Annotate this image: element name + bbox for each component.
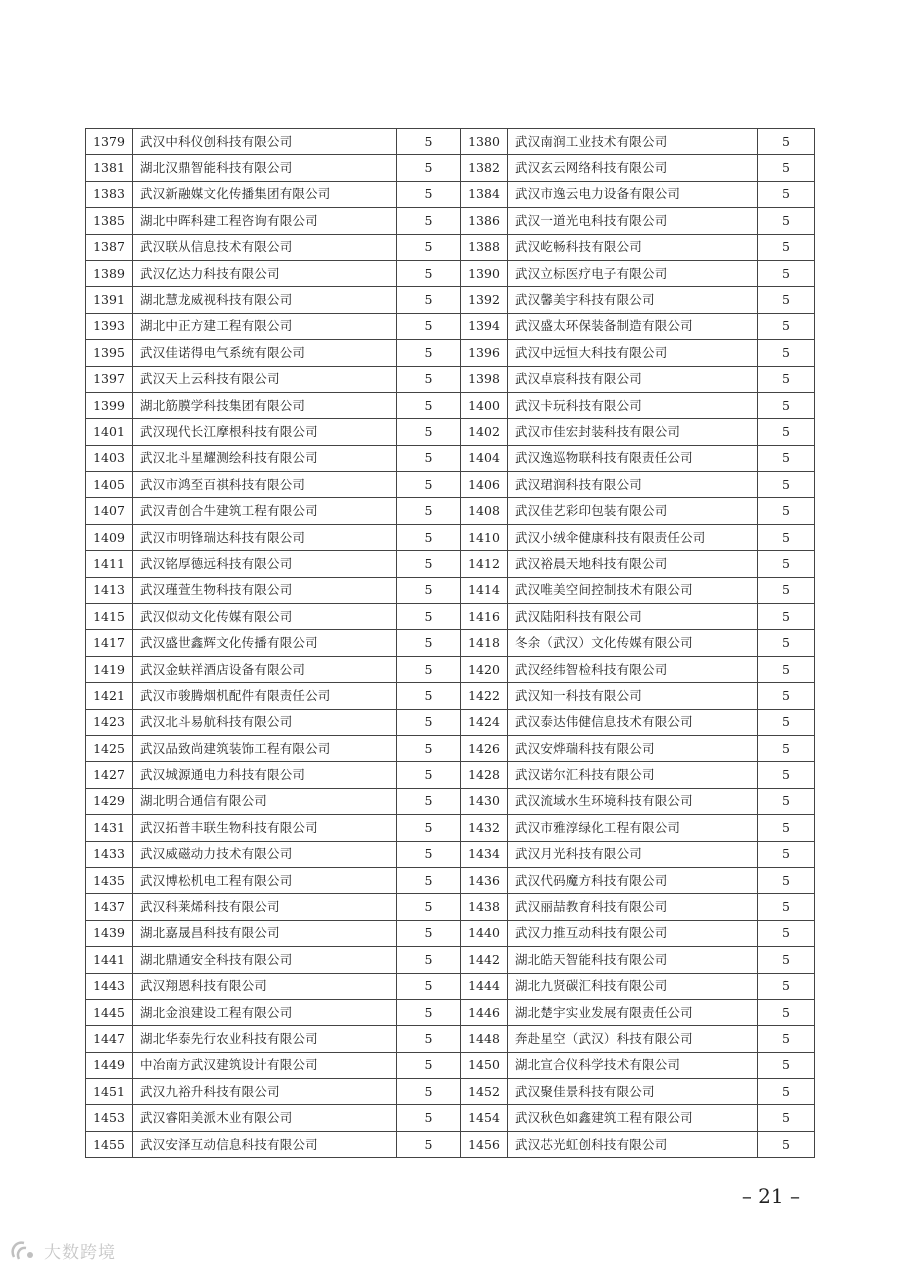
score: 5 (758, 815, 815, 841)
entry-number: 1451 (86, 1079, 133, 1105)
entry-number: 1386 (461, 208, 508, 234)
company-name: 武汉铭厚德远科技有限公司 (133, 551, 397, 577)
company-name: 武汉城源通电力科技有限公司 (133, 762, 397, 788)
entry-number: 1400 (461, 392, 508, 418)
score: 5 (758, 1105, 815, 1131)
entry-number: 1429 (86, 788, 133, 814)
entry-number: 1430 (461, 788, 508, 814)
entry-number: 1447 (86, 1026, 133, 1052)
entry-number: 1449 (86, 1052, 133, 1078)
entry-number: 1441 (86, 947, 133, 973)
entry-number: 1398 (461, 366, 508, 392)
entry-number: 1443 (86, 973, 133, 999)
watermark-text: 大数跨境 (44, 1243, 116, 1263)
score: 5 (758, 313, 815, 339)
company-name: 武汉九裕升科技有限公司 (133, 1079, 397, 1105)
score: 5 (397, 313, 461, 339)
company-name: 武汉北斗星耀测绘科技有限公司 (133, 445, 397, 471)
table-row (86, 366, 815, 392)
table-row (86, 577, 815, 603)
company-name: 武汉博松机电工程有限公司 (133, 867, 397, 893)
score: 5 (758, 1052, 815, 1078)
company-name: 湖北华泰先行农业科技有限公司 (133, 1026, 397, 1052)
score: 5 (397, 683, 461, 709)
company-name: 湖北明合通信有限公司 (133, 788, 397, 814)
entry-number: 1431 (86, 815, 133, 841)
score: 5 (397, 841, 461, 867)
company-name: 武汉瑾萱生物科技有限公司 (133, 577, 397, 603)
score: 5 (758, 129, 815, 155)
score: 5 (397, 498, 461, 524)
table-row (86, 551, 815, 577)
page-number: – 21 – (741, 1184, 800, 1208)
company-name: 湖北汉鼎智能科技有限公司 (133, 155, 397, 181)
entry-number: 1385 (86, 208, 133, 234)
company-name: 武汉聚佳景科技有限公司 (508, 1079, 758, 1105)
entry-number: 1456 (461, 1131, 508, 1157)
table-row (86, 1052, 815, 1078)
entry-number: 1434 (461, 841, 508, 867)
score: 5 (758, 392, 815, 418)
company-name: 武汉力推互动科技有限公司 (508, 920, 758, 946)
entry-number: 1436 (461, 867, 508, 893)
score: 5 (397, 709, 461, 735)
company-name: 中冶南方武汉建筑设计有限公司 (133, 1052, 397, 1078)
entry-number: 1396 (461, 340, 508, 366)
company-name: 湖北楚宇实业发展有限责任公司 (508, 999, 758, 1025)
company-name: 武汉联从信息技术有限公司 (133, 234, 397, 260)
table-row (86, 867, 815, 893)
table-row (86, 973, 815, 999)
score: 5 (758, 999, 815, 1025)
score: 5 (758, 1131, 815, 1157)
company-name: 湖北中晖科建工程咨询有限公司 (133, 208, 397, 234)
company-name: 武汉立标医疗电子有限公司 (508, 260, 758, 286)
entry-number: 1379 (86, 129, 133, 155)
table-row (86, 920, 815, 946)
table-row (86, 683, 815, 709)
entry-number: 1407 (86, 498, 133, 524)
score: 5 (758, 604, 815, 630)
entry-number: 1435 (86, 867, 133, 893)
score: 5 (397, 1131, 461, 1157)
entry-number: 1409 (86, 524, 133, 550)
score: 5 (397, 1052, 461, 1078)
company-name: 武汉市佳宏封装科技有限公司 (508, 419, 758, 445)
entry-number: 1390 (461, 260, 508, 286)
company-name: 武汉屹畅科技有限公司 (508, 234, 758, 260)
table-row (86, 287, 815, 313)
entry-number: 1380 (461, 129, 508, 155)
entry-number: 1444 (461, 973, 508, 999)
company-name: 武汉盛太环保装备制造有限公司 (508, 313, 758, 339)
table-row (86, 498, 815, 524)
company-name: 武汉金蚨祥酒店设备有限公司 (133, 656, 397, 682)
entry-number: 1455 (86, 1131, 133, 1157)
score: 5 (397, 1079, 461, 1105)
score: 5 (397, 973, 461, 999)
entry-number: 1382 (461, 155, 508, 181)
score: 5 (758, 709, 815, 735)
entry-number: 1411 (86, 551, 133, 577)
company-name: 湖北九贤碳汇科技有限公司 (508, 973, 758, 999)
company-name: 武汉中科仪创科技有限公司 (133, 129, 397, 155)
entry-number: 1420 (461, 656, 508, 682)
company-name: 武汉佳诺得电气系统有限公司 (133, 340, 397, 366)
entry-number: 1404 (461, 445, 508, 471)
entry-number: 1422 (461, 683, 508, 709)
score: 5 (758, 947, 815, 973)
entry-number: 1450 (461, 1052, 508, 1078)
company-name: 武汉安泽互动信息科技有限公司 (133, 1131, 397, 1157)
score: 5 (758, 260, 815, 286)
table-row (86, 841, 815, 867)
company-name: 武汉陆阳科技有限公司 (508, 604, 758, 630)
entry-number: 1425 (86, 735, 133, 761)
score: 5 (397, 472, 461, 498)
score: 5 (758, 419, 815, 445)
entry-number: 1412 (461, 551, 508, 577)
entry-number: 1446 (461, 999, 508, 1025)
company-name: 武汉睿阳美派木业有限公司 (133, 1105, 397, 1131)
score: 5 (758, 287, 815, 313)
table-row (86, 815, 815, 841)
score: 5 (758, 1079, 815, 1105)
entry-number: 1418 (461, 630, 508, 656)
entry-number: 1442 (461, 947, 508, 973)
score: 5 (758, 841, 815, 867)
company-name: 湖北筋膜学科技集团有限公司 (133, 392, 397, 418)
watermark (10, 1238, 116, 1263)
entry-number: 1392 (461, 287, 508, 313)
company-name: 武汉南润工业技术有限公司 (508, 129, 758, 155)
score: 5 (397, 788, 461, 814)
company-name: 武汉珺润科技有限公司 (508, 472, 758, 498)
entry-number: 1414 (461, 577, 508, 603)
company-name: 武汉市明锋瑞达科技有限公司 (133, 524, 397, 550)
company-name: 湖北中正方建工程有限公司 (133, 313, 397, 339)
score: 5 (397, 815, 461, 841)
score: 5 (758, 973, 815, 999)
entry-number: 1394 (461, 313, 508, 339)
entry-number: 1406 (461, 472, 508, 498)
entry-number: 1428 (461, 762, 508, 788)
entry-number: 1415 (86, 604, 133, 630)
entry-number: 1410 (461, 524, 508, 550)
company-name: 武汉知一科技有限公司 (508, 683, 758, 709)
entry-number: 1445 (86, 999, 133, 1025)
entry-number: 1395 (86, 340, 133, 366)
table-row (86, 234, 815, 260)
table-row (86, 313, 815, 339)
company-name: 武汉佳艺彩印包装有限公司 (508, 498, 758, 524)
company-name: 湖北宣合仪科学技术有限公司 (508, 1052, 758, 1078)
company-name: 武汉丽喆教育科技有限公司 (508, 894, 758, 920)
table-row (86, 630, 815, 656)
score: 5 (758, 472, 815, 498)
score: 5 (758, 920, 815, 946)
entry-number: 1405 (86, 472, 133, 498)
company-name: 武汉似动文化传媒有限公司 (133, 604, 397, 630)
score: 5 (397, 445, 461, 471)
score: 5 (758, 234, 815, 260)
logo-icon (10, 1239, 38, 1263)
entry-number: 1403 (86, 445, 133, 471)
score: 5 (397, 260, 461, 286)
company-name: 武汉市逸云电力设备有限公司 (508, 181, 758, 207)
score: 5 (758, 524, 815, 550)
score: 5 (397, 208, 461, 234)
company-name: 武汉科莱烯科技有限公司 (133, 894, 397, 920)
entry-number: 1417 (86, 630, 133, 656)
company-name: 武汉中远恒大科技有限公司 (508, 340, 758, 366)
score: 5 (758, 340, 815, 366)
entry-number: 1402 (461, 419, 508, 445)
company-table (85, 128, 815, 1158)
score: 5 (397, 234, 461, 260)
score: 5 (397, 129, 461, 155)
score: 5 (758, 683, 815, 709)
entry-number: 1384 (461, 181, 508, 207)
company-name: 武汉一道光电科技有限公司 (508, 208, 758, 234)
score: 5 (397, 155, 461, 181)
table-row (86, 181, 815, 207)
entry-number: 1427 (86, 762, 133, 788)
entry-number: 1388 (461, 234, 508, 260)
score: 5 (758, 208, 815, 234)
entry-number: 1391 (86, 287, 133, 313)
company-name: 武汉流域水生环境科技有限公司 (508, 788, 758, 814)
score: 5 (758, 788, 815, 814)
table-row (86, 604, 815, 630)
score: 5 (397, 894, 461, 920)
score: 5 (397, 867, 461, 893)
entry-number: 1421 (86, 683, 133, 709)
entry-number: 1452 (461, 1079, 508, 1105)
company-name: 武汉市雅淳绿化工程有限公司 (508, 815, 758, 841)
entry-number: 1397 (86, 366, 133, 392)
table-row (86, 445, 815, 471)
entry-number: 1419 (86, 656, 133, 682)
table-row (86, 735, 815, 761)
score: 5 (397, 287, 461, 313)
company-name: 武汉泰达伟健信息技术有限公司 (508, 709, 758, 735)
score: 5 (758, 366, 815, 392)
company-name: 湖北慧龙威视科技有限公司 (133, 287, 397, 313)
company-name: 武汉裕晨天地科技有限公司 (508, 551, 758, 577)
entry-number: 1424 (461, 709, 508, 735)
company-name: 武汉经纬智检科技有限公司 (508, 656, 758, 682)
table-row (86, 999, 815, 1025)
table-row (86, 1026, 815, 1052)
company-name: 武汉北斗易航科技有限公司 (133, 709, 397, 735)
company-name: 武汉翔恩科技有限公司 (133, 973, 397, 999)
entry-number: 1439 (86, 920, 133, 946)
score: 5 (758, 498, 815, 524)
entry-number: 1399 (86, 392, 133, 418)
entry-number: 1383 (86, 181, 133, 207)
entry-number: 1440 (461, 920, 508, 946)
table-row (86, 1079, 815, 1105)
entry-number: 1426 (461, 735, 508, 761)
company-name: 奔赴星空（武汉）科技有限公司 (508, 1026, 758, 1052)
entry-number: 1393 (86, 313, 133, 339)
table-row (86, 419, 815, 445)
score: 5 (397, 656, 461, 682)
score: 5 (397, 551, 461, 577)
entry-number: 1448 (461, 1026, 508, 1052)
company-name: 武汉市骏腾烟机配件有限责任公司 (133, 683, 397, 709)
company-name: 武汉诺尔汇科技有限公司 (508, 762, 758, 788)
company-name: 武汉威磁动力技术有限公司 (133, 841, 397, 867)
company-name: 武汉芯光虹创科技有限公司 (508, 1131, 758, 1157)
score: 5 (758, 762, 815, 788)
entry-number: 1423 (86, 709, 133, 735)
score: 5 (397, 524, 461, 550)
table-row (86, 947, 815, 973)
company-name: 武汉小绒伞健康科技有限责任公司 (508, 524, 758, 550)
score: 5 (758, 867, 815, 893)
company-name: 武汉逸巡物联科技有限责任公司 (508, 445, 758, 471)
score: 5 (397, 735, 461, 761)
table-row (86, 392, 815, 418)
table-row (86, 788, 815, 814)
company-name: 武汉天上云科技有限公司 (133, 366, 397, 392)
entry-number: 1433 (86, 841, 133, 867)
score: 5 (397, 1105, 461, 1131)
entry-number: 1453 (86, 1105, 133, 1131)
score: 5 (397, 340, 461, 366)
company-name: 武汉新融媒文化传播集团有限公司 (133, 181, 397, 207)
table-row (86, 155, 815, 181)
score: 5 (397, 762, 461, 788)
score: 5 (397, 604, 461, 630)
company-name: 武汉秋色如鑫建筑工程有限公司 (508, 1105, 758, 1131)
table-body (86, 129, 815, 1158)
company-name: 武汉唯美空间控制技术有限公司 (508, 577, 758, 603)
company-name: 武汉亿达力科技有限公司 (133, 260, 397, 286)
entry-number: 1381 (86, 155, 133, 181)
score: 5 (397, 1026, 461, 1052)
company-name: 湖北金浪建设工程有限公司 (133, 999, 397, 1025)
entry-number: 1408 (461, 498, 508, 524)
score: 5 (758, 656, 815, 682)
table-row (86, 1105, 815, 1131)
entry-number: 1432 (461, 815, 508, 841)
company-name: 武汉拓普丰联生物科技有限公司 (133, 815, 397, 841)
entry-number: 1416 (461, 604, 508, 630)
company-name: 湖北嘉晟昌科技有限公司 (133, 920, 397, 946)
table-row (86, 894, 815, 920)
company-name: 武汉代码魔方科技有限公司 (508, 867, 758, 893)
table-row (86, 762, 815, 788)
company-name: 武汉品致尚建筑装饰工程有限公司 (133, 735, 397, 761)
score: 5 (758, 551, 815, 577)
score: 5 (397, 920, 461, 946)
company-name: 武汉现代长江摩根科技有限公司 (133, 419, 397, 445)
entry-number: 1437 (86, 894, 133, 920)
company-name: 武汉市鸿至百祺科技有限公司 (133, 472, 397, 498)
entry-number: 1438 (461, 894, 508, 920)
entry-number: 1389 (86, 260, 133, 286)
company-name: 武汉卡玩科技有限公司 (508, 392, 758, 418)
company-name: 武汉玄云网络科技有限公司 (508, 155, 758, 181)
score: 5 (397, 999, 461, 1025)
company-name: 湖北皓天智能科技有限公司 (508, 947, 758, 973)
company-name: 武汉卓宸科技有限公司 (508, 366, 758, 392)
entry-number: 1401 (86, 419, 133, 445)
table-row (86, 260, 815, 286)
table-row (86, 1131, 815, 1157)
score: 5 (758, 630, 815, 656)
score: 5 (397, 630, 461, 656)
score: 5 (397, 181, 461, 207)
entry-number: 1387 (86, 234, 133, 260)
score: 5 (758, 735, 815, 761)
score: 5 (758, 155, 815, 181)
table-row (86, 208, 815, 234)
table-row (86, 709, 815, 735)
score: 5 (758, 445, 815, 471)
score: 5 (758, 181, 815, 207)
entry-number: 1454 (461, 1105, 508, 1131)
company-name: 武汉月光科技有限公司 (508, 841, 758, 867)
table-row (86, 129, 815, 155)
score: 5 (397, 577, 461, 603)
entry-number: 1413 (86, 577, 133, 603)
score: 5 (397, 947, 461, 973)
company-name: 冬余（武汉）文化传媒有限公司 (508, 630, 758, 656)
score: 5 (758, 1026, 815, 1052)
table-row (86, 524, 815, 550)
company-name: 武汉青创合牛建筑工程有限公司 (133, 498, 397, 524)
score: 5 (397, 419, 461, 445)
score: 5 (397, 392, 461, 418)
score: 5 (397, 366, 461, 392)
company-name: 武汉盛世鑫辉文化传播有限公司 (133, 630, 397, 656)
score: 5 (758, 894, 815, 920)
table-row (86, 340, 815, 366)
company-name: 湖北鼎通安全科技有限公司 (133, 947, 397, 973)
table-row (86, 472, 815, 498)
score: 5 (758, 577, 815, 603)
table-row (86, 656, 815, 682)
company-name: 武汉安烨瑞科技有限公司 (508, 735, 758, 761)
company-name: 武汉馨美宇科技有限公司 (508, 287, 758, 313)
